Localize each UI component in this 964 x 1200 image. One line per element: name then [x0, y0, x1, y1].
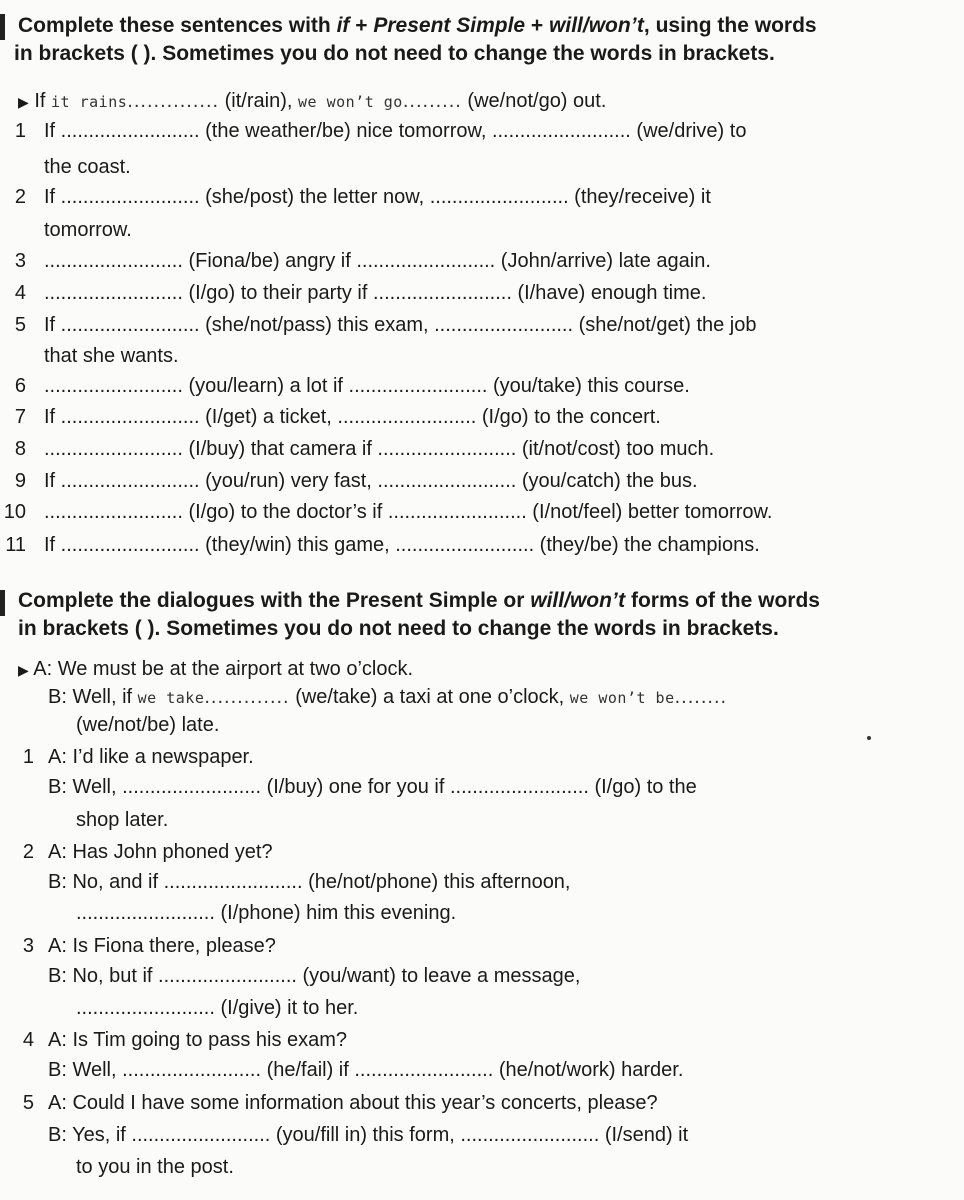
item-number: 10 — [3, 501, 26, 523]
answer-blank: ........ — [674, 686, 728, 708]
exercise-2-example-b — [48, 685, 727, 710]
item-text: ......................... (I/go) to the doctor’s if ......................... (I/not/feel) better tomorrow. — [44, 501, 773, 523]
heading-text: Complete the dialogues with the Present Simple or — [18, 589, 531, 612]
heading-text: will/won’t — [530, 589, 626, 612]
example-text: (it/rain), — [224, 90, 293, 112]
item-number: 3 — [14, 250, 26, 272]
dialogue-line: B: Yes, if ......................... (you/fill in) this form, ......................... (I/send) it — [48, 1124, 689, 1146]
item-text: ......................... (you/learn) a lot if ......................... (you/take) this course. — [44, 375, 690, 397]
dialogue-line: A: We must be at the airport at two o’clock. — [33, 658, 414, 680]
item-text: If ......................... (I/get) a ticket, ......................... (I/go) to the concert. — [44, 406, 661, 428]
dialogue-line-continued: to you in the post. — [76, 1156, 234, 1178]
item-number: 5 — [22, 1092, 34, 1114]
item-number: 1 — [22, 746, 34, 768]
item-text: If ......................... (she/post) the letter now, ......................... (they/receive) it — [44, 186, 711, 208]
item-text: If ......................... (they/win) this game, ......................... (they/be) the champions. — [44, 534, 760, 556]
example-text: (we/not/go) out. — [467, 90, 607, 112]
handwritten-answer: we won’t be — [569, 689, 675, 707]
dialogue-line: A: Could I have some information about this year’s concerts, please? — [48, 1092, 658, 1114]
heading-text: + — [525, 14, 550, 37]
exercise-1-example — [18, 89, 606, 114]
item-number: 4 — [22, 1029, 34, 1051]
item-number: 3 — [22, 935, 34, 957]
dialogue-line-continued: ......................... (I/phone) him this evening. — [76, 902, 457, 924]
item-number: 9 — [14, 470, 26, 492]
exercise-1-marker — [0, 14, 5, 40]
item-number: 2 — [22, 841, 34, 863]
item-text-continued: that she wants. — [44, 345, 179, 367]
item-number: 8 — [14, 438, 26, 460]
exercise-2-heading-line-1 — [18, 589, 820, 613]
dialogue-line: B: Well, ......................... (I/buy) one for you if ......................... (I/go) to the — [48, 776, 697, 798]
dialogue-line: A: I’d like a newspaper. — [48, 746, 254, 768]
dialogue-line: A: Is Tim going to pass his exam? — [48, 1029, 348, 1051]
triangle-right-icon: ▶ — [18, 662, 29, 678]
item-text: ......................... (Fiona/be) angry if ......................... (John/arrive) late again. — [44, 250, 711, 272]
heading-text: will/won’t — [549, 14, 644, 37]
item-number: 1 — [14, 120, 26, 142]
item-number: 5 — [14, 314, 26, 336]
dialogue-line: B: No, but if ......................... (you/want) to leave a message, — [48, 965, 581, 987]
exercise-1-heading-line-2: in brackets ( ). Sometimes you do not need to change the words in brackets. — [14, 42, 775, 65]
dialogue-line: B: Well, ......................... (he/fail) if ......................... (he/not/work) harder. — [48, 1059, 684, 1081]
item-number: 4 — [14, 282, 26, 304]
exercise-2-marker — [0, 590, 5, 616]
dialogue-line: A: Is Fiona there, please? — [48, 935, 276, 957]
heading-text: if — [336, 14, 350, 37]
item-text: If ......................... (she/not/pass) this exam, ......................... (she/not/get) the job — [44, 314, 757, 336]
item-number: 7 — [14, 406, 26, 428]
item-text-continued: the coast. — [44, 156, 131, 178]
exercise-2-example-a — [18, 657, 413, 682]
item-text: ......................... (I/buy) that camera if ......................... (it/not/cost) too much. — [44, 438, 715, 460]
dialogue-text-continued: (we/not/be) late. — [76, 714, 220, 736]
item-text: If ......................... (the weather/be) nice tomorrow, ......................... (we/drive) to — [44, 120, 747, 142]
exercise-1-heading-line-1 — [18, 14, 817, 38]
dialogue-text: (we/take) a taxi at one o’clock, — [295, 686, 565, 708]
answer-blank: ............. — [204, 686, 290, 708]
answer-blank: .............. — [127, 90, 220, 112]
item-text: ......................... (I/go) to their party if ......................... (I/have) enough time. — [44, 282, 707, 304]
handwritten-answer: we won’t go — [298, 93, 403, 111]
dialogue-line: B: No, and if ......................... (he/not/phone) this afternoon, — [48, 871, 571, 893]
example-text: If — [34, 90, 46, 112]
heading-text: Complete these sentences with — [18, 14, 337, 37]
handwritten-answer: it rains — [51, 93, 128, 111]
item-number: 2 — [14, 186, 26, 208]
handwritten-answer: we take — [137, 689, 205, 707]
item-text-continued: tomorrow. — [44, 219, 132, 241]
heading-text: , using the words — [643, 14, 817, 37]
item-number: 11 — [5, 534, 26, 556]
item-number: 6 — [14, 375, 26, 397]
triangle-right-icon: ▶ — [18, 94, 29, 110]
heading-text: forms of the words — [625, 589, 820, 612]
speck — [867, 736, 871, 740]
heading-text: + — [349, 14, 374, 37]
heading-text: Present Simple — [373, 14, 526, 37]
item-text: If ......................... (you/run) very fast, ......................... (you/catch) the bus. — [44, 470, 698, 492]
dialogue-line-continued: shop later. — [76, 809, 169, 831]
dialogue-line-continued: ......................... (I/give) it to her. — [76, 997, 359, 1019]
answer-blank: ......... — [402, 90, 462, 112]
exercise-2-heading-line-2: in brackets ( ). Sometimes you do not need to change the words in brackets. — [18, 617, 779, 640]
dialogue-line: A: Has John phoned yet? — [48, 841, 273, 863]
dialogue-text: B: Well, if — [48, 686, 133, 708]
